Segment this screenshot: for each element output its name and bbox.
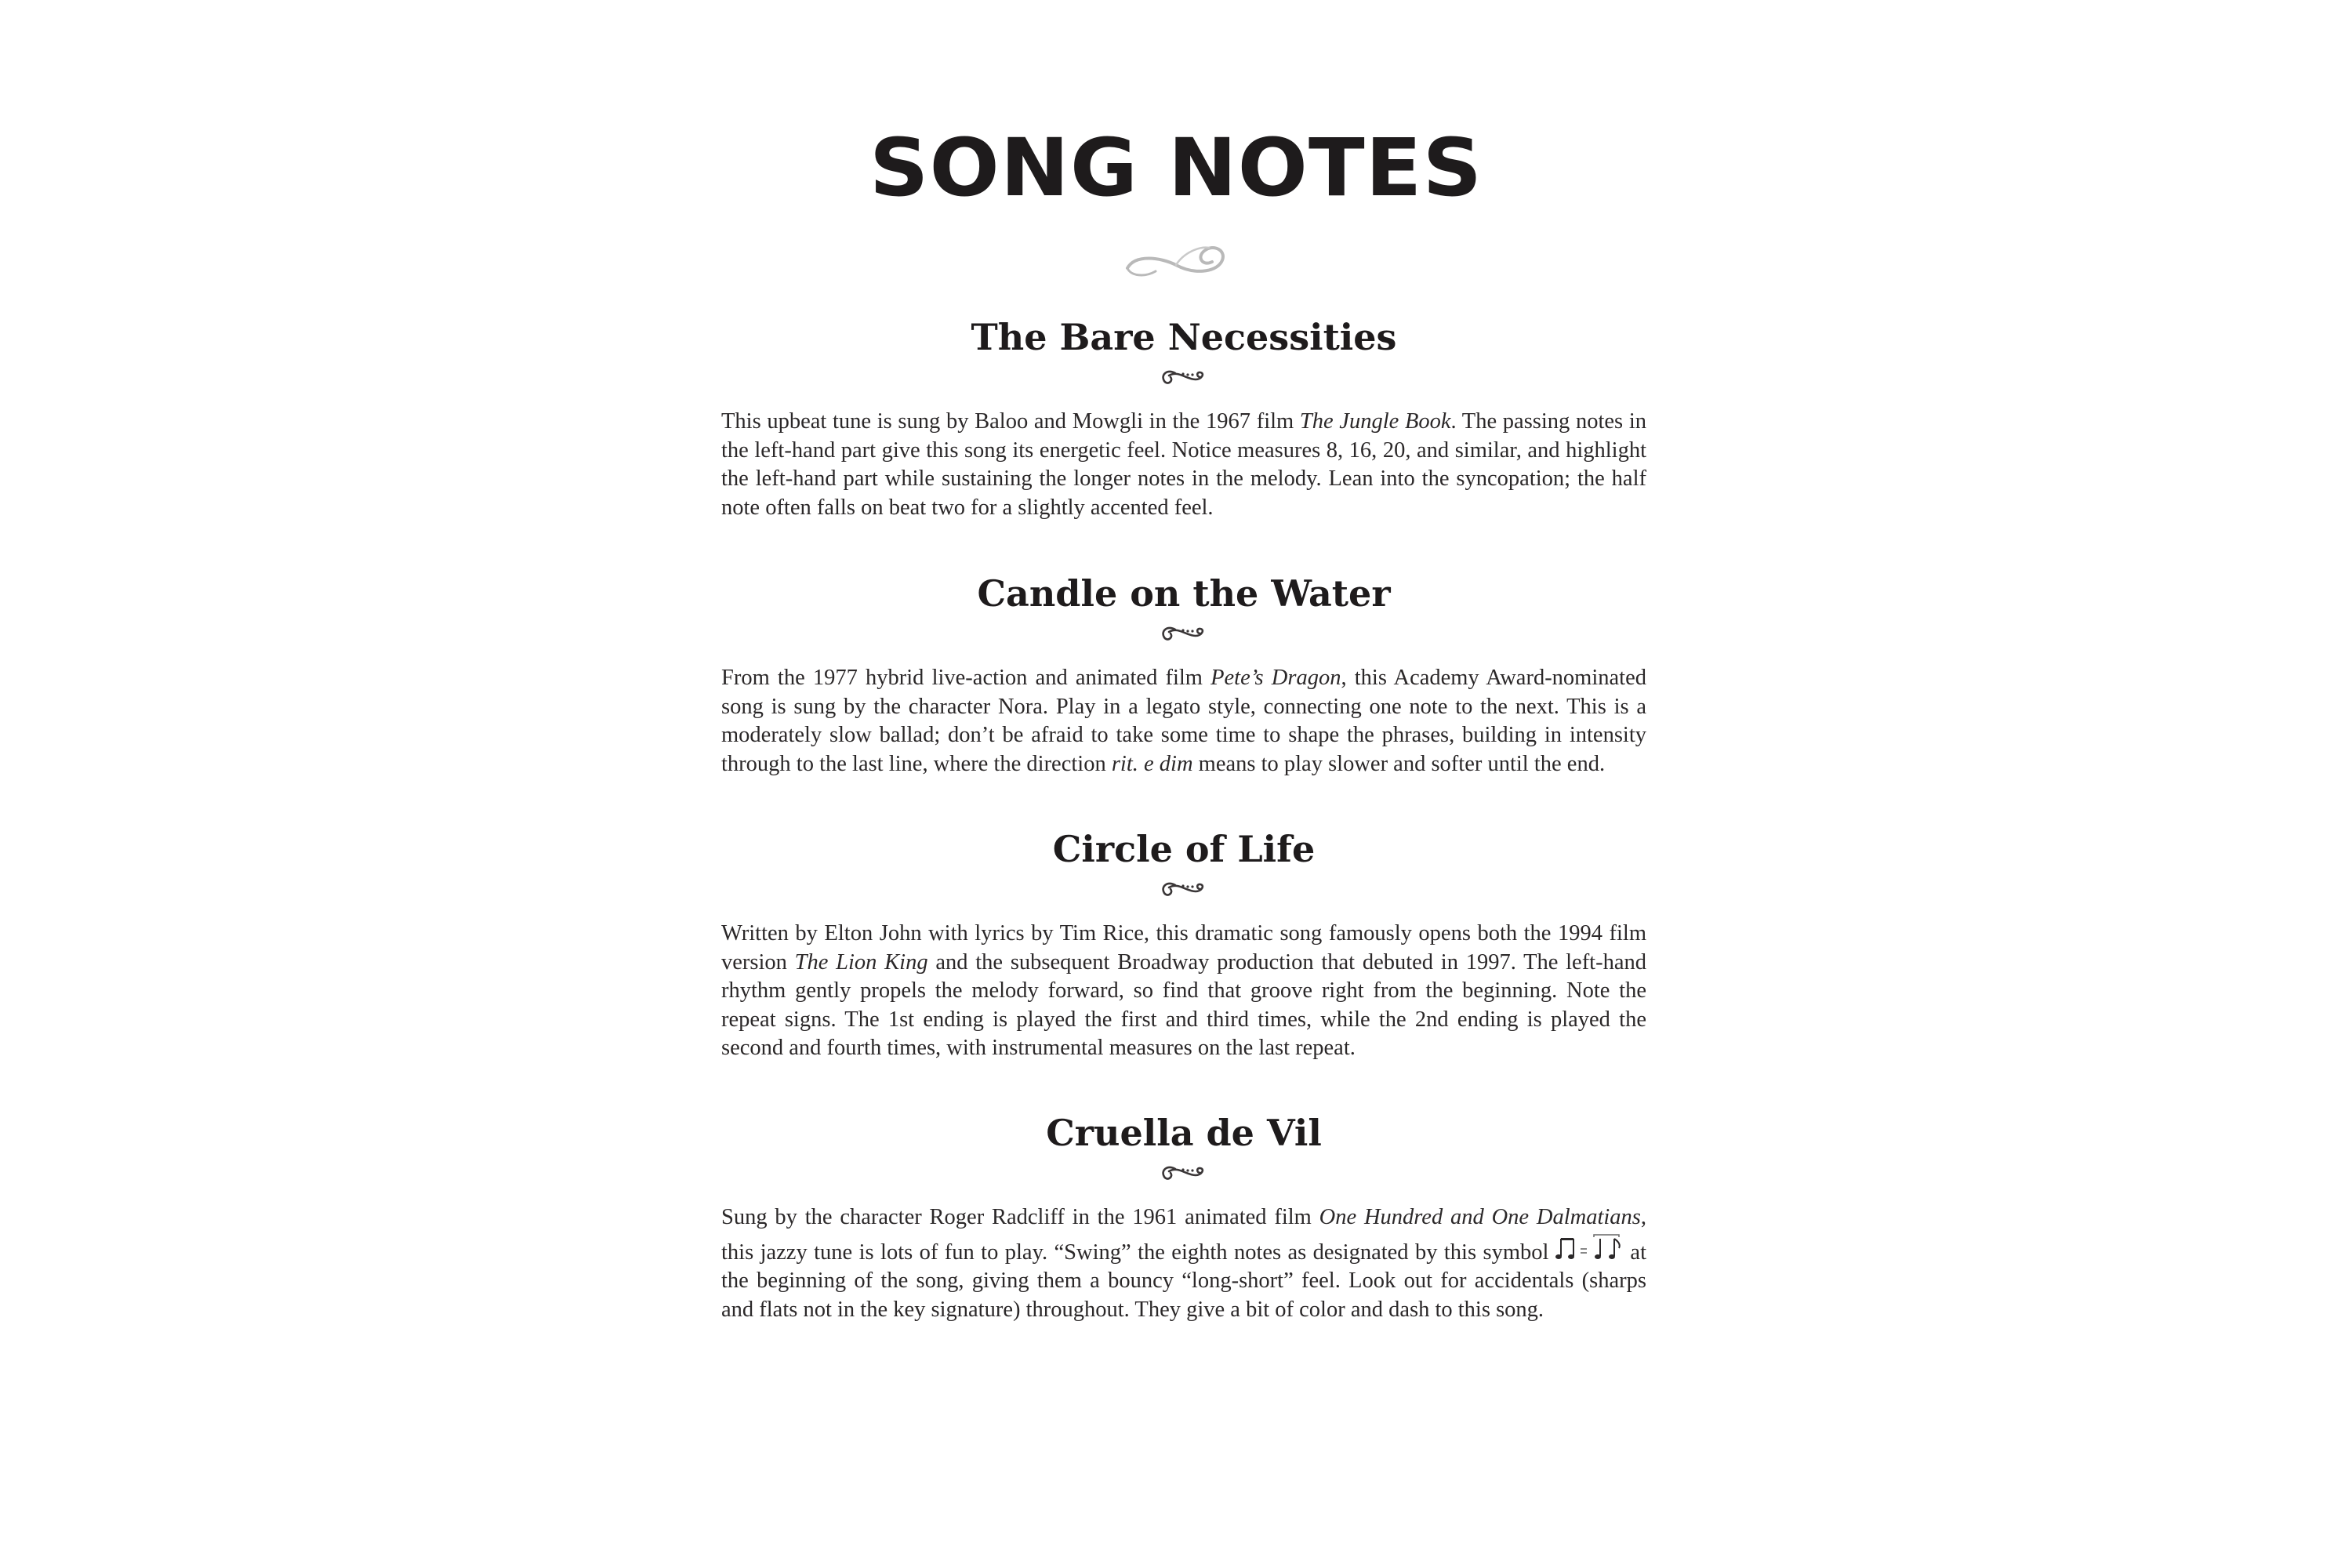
small-flourish-ornament-icon — [1158, 1163, 1210, 1183]
film-title: The Lion King — [794, 949, 928, 975]
film-title: One Hundred and One Dalmatians — [1319, 1205, 1641, 1229]
small-flourish-ornament-icon — [1158, 367, 1210, 387]
section-body: This upbeat tune is sung by Baloo and Mowgli in the 1967 film The Jungle Book. The passing notes in the left-hand part give this song its energetic feel. Notice measures 8, 16, 20, and similar, and highlight the left-hand part while sustaining the longer notes in the melody. Lean into the syncopation; the half note often falls on beat two for a slightly accented feel. — [721, 409, 1646, 520]
page-title: SONG NOTES — [869, 122, 1483, 215]
song-section-bare-necessities — [721, 314, 1646, 545]
song-section-circle-of-life — [721, 826, 1646, 1085]
section-body: Sung by the character Roger Radcliff in the 1961 animated film One Hundred and One Dalmatians, this jazzy tune is lots of fun to play. “Swing” the eighth notes as designated by this symbol at the beginning of the song, giving them a bouncy “long-short” feel. Look out for accidentals (sharps and flats not in the key signature) throughout. They give a bit of color and dash to this song. — [721, 1205, 1646, 1322]
song-section-cruella-de-vil — [721, 1109, 1646, 1347]
song-section-candle-on-the-water — [721, 570, 1646, 801]
swing-eighths-icon — [1553, 1232, 1625, 1262]
section-title: Circle of Life — [1052, 828, 1316, 870]
section-body: Written by Elton John with lyrics by Tim Rice, this dramatic song famously opens both the 1994 film version The Lion King and the subsequent Broadway production that debuted in 1997. The left-hand rhythm gently propels the melody forward, so find that groove right from the beginning. Note the repeat signs. The 1st ending is played the first and third times, while the 2nd ending is played the second and fourth times, with instrumental measures on the last repeat. — [721, 921, 1646, 1060]
film-title: Pete’s Dragon — [1210, 666, 1341, 690]
small-flourish-ornament-icon — [1158, 623, 1210, 644]
musical-direction: rit. e dim — [1111, 751, 1193, 776]
section-title: Cruella de Vil — [1046, 1112, 1322, 1154]
section-body: From the 1977 hybrid live-action and animated film Pete’s Dragon, this Academy Award-nominated song is sung by the character Nora. Play in a legato style, connecting one note to the next. This is a moderately slow ballad; don’t be afraid to take some time to shape the phrases, building in intensity through to the last line, where the direction rit. e dim means to play slower and softer until the end. — [721, 666, 1646, 776]
flourish-ornament-icon — [1121, 235, 1239, 282]
small-flourish-ornament-icon — [1158, 879, 1210, 899]
section-title: Candle on the Water — [977, 572, 1391, 615]
film-title: The Jungle Book — [1299, 409, 1451, 434]
section-title: The Bare Necessities — [971, 316, 1397, 358]
